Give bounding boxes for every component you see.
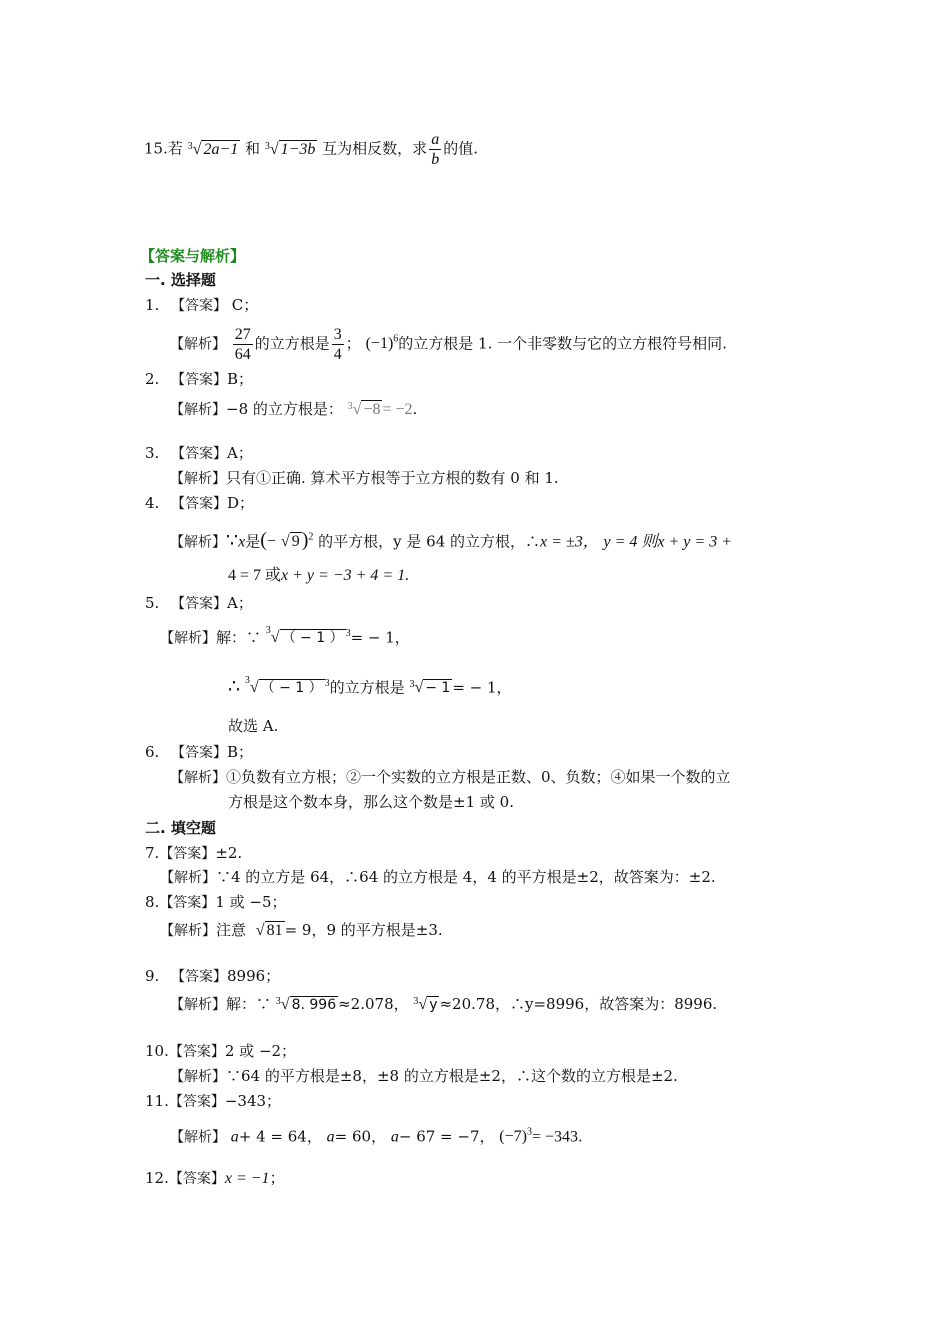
analysis-text: 的平方根，y 是 64 的立方根，∴ xyxy=(318,532,541,551)
semicolon: ； xyxy=(269,1169,285,1187)
fraction-a-over-b: $\frac{a}{b}$ xyxy=(431,131,440,168)
answer-label: 【答案】 xyxy=(171,372,227,388)
analysis-label: 【解析】 xyxy=(170,534,226,551)
analysis-6 xyxy=(170,767,731,788)
answer-value: 8996； xyxy=(227,967,281,985)
cube-root-1: 3 √ 2a−1 xyxy=(187,140,239,158)
analysis-text: ①负数有立方根；②一个实数的立方根是正数、0、负数；④如果一个数的立 xyxy=(226,768,731,786)
analysis-2 xyxy=(170,396,417,423)
cube-root-neg1-cubed: 3 √ （ − 1 ） $^3$ xyxy=(244,675,330,697)
item-number: 7. xyxy=(145,844,160,862)
answer-label: 【答案】 xyxy=(171,446,227,462)
cube-root-y: 3 √ y xyxy=(413,996,438,1013)
analysis-text: 的立方根是 xyxy=(329,678,405,697)
answer-label: 【答案】 xyxy=(168,1044,225,1060)
variable-a: a xyxy=(326,1128,335,1146)
answer-value: x = −1 xyxy=(224,1170,270,1187)
answer-value: B； xyxy=(227,743,254,761)
analysis-text: −8 的立方根是： xyxy=(226,400,343,418)
analysis-5 xyxy=(160,620,410,652)
answer-label: 【答案】 xyxy=(171,969,227,985)
answer-label: 【答案】 xyxy=(168,1171,225,1187)
variable-a: a xyxy=(230,1128,239,1146)
analysis-label: 【解析】 xyxy=(170,1129,226,1146)
cube-root-neg1: 3 √ − 1 xyxy=(409,679,451,697)
analysis-text: 是 xyxy=(245,532,261,551)
analysis-label: 【解析】 xyxy=(160,870,216,886)
period: . xyxy=(578,1127,583,1146)
analysis-text: 4 = 7 或 xyxy=(228,567,282,584)
variable-x: x xyxy=(238,533,246,551)
item-number: 10. xyxy=(145,1042,169,1060)
neg-sqrt9-squared: (− √ 9 )$^2$ xyxy=(260,529,314,552)
answer-label: 【答案】 xyxy=(171,745,227,761)
result-text: = − 1， xyxy=(350,628,410,647)
item-number: 2. xyxy=(145,370,160,388)
answer-value: B； xyxy=(227,370,254,388)
analysis-text: 方根是这个数本身，那么这个数是±1 或 0. xyxy=(228,793,514,811)
analysis-text: + 4 = 64， xyxy=(238,1127,322,1146)
question-15 xyxy=(144,130,478,169)
analysis-text: 的立方根是 xyxy=(254,334,330,353)
analysis-label: 【解析】 xyxy=(170,402,226,418)
analysis-text: 故选 A. xyxy=(228,717,279,735)
analysis-label: 【解析】 xyxy=(170,997,226,1013)
analysis-text: = 9，9 的平方根是±3. xyxy=(284,921,443,939)
item-number: 3. xyxy=(145,444,160,462)
answer-value: 2 或 −2； xyxy=(224,1042,297,1060)
answer-label: 【答案】 xyxy=(171,596,227,612)
analysis-label: 【解析】 xyxy=(170,770,226,786)
q15-text-1: 若 xyxy=(167,139,183,158)
analysis-text: 注意 xyxy=(216,921,247,939)
analysis-label: 【解析】 xyxy=(170,471,226,487)
question-number: 15. xyxy=(144,139,168,158)
item-number: 1. xyxy=(145,296,160,314)
analysis-4 xyxy=(170,521,732,559)
item-number: 9. xyxy=(145,967,160,985)
analysis-text: = 60， xyxy=(334,1127,387,1146)
q15-text-4: 的值. xyxy=(443,139,478,158)
answer-label: 【答案】 xyxy=(171,298,227,314)
analysis-text: 解：∵ xyxy=(226,995,272,1013)
analysis-9 xyxy=(170,990,717,1019)
answer-10 xyxy=(145,1041,296,1062)
answer-label: 【答案】 xyxy=(168,1094,225,1110)
analysis-3 xyxy=(170,468,559,489)
analysis-7 xyxy=(160,867,716,888)
fraction-3-4: $\frac{3}{4}$ xyxy=(333,325,342,363)
answer-value: 1 或 −5； xyxy=(215,893,287,911)
answer-1 xyxy=(145,295,258,316)
answer-12 xyxy=(145,1168,285,1189)
answer-value: C； xyxy=(227,296,259,314)
cube-root-2: 3 √ 1−3b xyxy=(264,140,316,158)
sqrt-81: √ 81 xyxy=(255,922,283,939)
analysis-4-cont xyxy=(228,565,409,586)
analysis-text: ≈2.078， xyxy=(338,995,409,1013)
analysis-10 xyxy=(170,1066,678,1087)
analysis-8 xyxy=(160,916,443,945)
answer-2 xyxy=(145,369,253,390)
cube-root-neg8: 3 √ −8 xyxy=(347,401,381,418)
fraction-27-64: $\frac{27}{64}$ xyxy=(234,325,251,363)
analysis-label: 【解析】 xyxy=(170,336,226,353)
answer-5 xyxy=(145,593,253,614)
analysis-label: 【解析】 xyxy=(160,923,216,939)
sum-expression: x + y = −3 + 4 = 1. xyxy=(281,567,410,584)
answer-label: 【答案】 xyxy=(159,895,216,911)
analysis-text: ∵4 的立方是 64，∴64 的立方根是 4，4 的平方根是±2，故答案为：±2. xyxy=(216,868,716,886)
item-number: 4. xyxy=(145,494,160,512)
because-symbol: ∵ xyxy=(226,529,239,552)
analysis-5-line2 xyxy=(228,670,512,702)
answer-label: 【答案】 xyxy=(159,846,216,862)
power-neg1-6: $(-1)^6$ xyxy=(365,334,399,353)
result-text: = −343 xyxy=(531,1128,579,1146)
result-text: = −2 xyxy=(382,401,413,418)
variable-a: a xyxy=(390,1128,399,1146)
x-value: x = ±3， xyxy=(540,533,599,551)
analysis-text: 的立方根是 1. 一个非零数与它的立方根符号相同. xyxy=(398,334,727,353)
item-number: 6. xyxy=(145,743,160,761)
answer-value: A； xyxy=(227,444,253,462)
analysis-text: 只有①正确. 算术平方根等于立方根的数有 0 和 1. xyxy=(226,469,559,487)
period: . xyxy=(412,400,418,418)
answer-6 xyxy=(145,742,253,763)
analysis-text: 解：∵ xyxy=(216,628,262,647)
analysis-label: 【解析】 xyxy=(170,1069,226,1085)
answer-3 xyxy=(145,443,253,464)
result-text: = − 1， xyxy=(452,678,512,697)
answer-9 xyxy=(145,966,280,987)
analysis-11 xyxy=(170,1118,583,1152)
cube-root-neg1-cubed: 3 √ （ − 1 ） $^3$ xyxy=(265,625,351,647)
q15-text-2: 和 xyxy=(245,139,261,158)
therefore-symbol: ∴ xyxy=(228,675,241,698)
analysis-1 xyxy=(170,318,727,366)
analysis-text: − 67 = −7， xyxy=(398,1127,495,1146)
cube-root-8996: 3 √ 8. 996 xyxy=(275,996,337,1013)
answer-7 xyxy=(145,843,242,864)
answer-value: −343； xyxy=(224,1092,282,1110)
analysis-5-line3 xyxy=(228,716,278,736)
sum-expression: x + y = 3 + xyxy=(657,533,732,551)
analysis-text: ∵64 的平方根是±8，±8 的立方根是±2，∴这个数的立方根是±2. xyxy=(226,1067,678,1085)
analysis-label: 【解析】 xyxy=(160,630,216,647)
answer-8 xyxy=(145,892,287,913)
item-number: 5. xyxy=(145,594,160,612)
answer-value: D； xyxy=(227,494,255,512)
power-neg7-3: $(-7)^3$ xyxy=(499,1127,532,1146)
separator: ； xyxy=(345,334,361,353)
answers-heading: 【答案与解析】 xyxy=(140,247,246,265)
q15-text-3: 互为相反数，求 xyxy=(322,139,428,158)
y-value: y = 4 则 xyxy=(603,533,658,551)
section-choice: 一. 选择题 xyxy=(145,271,216,289)
answer-4 xyxy=(145,493,254,514)
answer-value: ±2. xyxy=(215,844,243,862)
analysis-text: ≈20.78，∴y=8996，故答案为：8996. xyxy=(439,995,718,1013)
analysis-6-cont xyxy=(228,792,514,812)
answer-label: 【答案】 xyxy=(171,496,227,512)
item-number: 8. xyxy=(145,893,160,911)
answer-11 xyxy=(145,1091,281,1112)
section-fill: 二. 填空题 xyxy=(145,819,216,837)
item-number: 12. xyxy=(145,1169,169,1187)
answer-value: A； xyxy=(227,594,253,612)
item-number: 11. xyxy=(145,1092,169,1110)
